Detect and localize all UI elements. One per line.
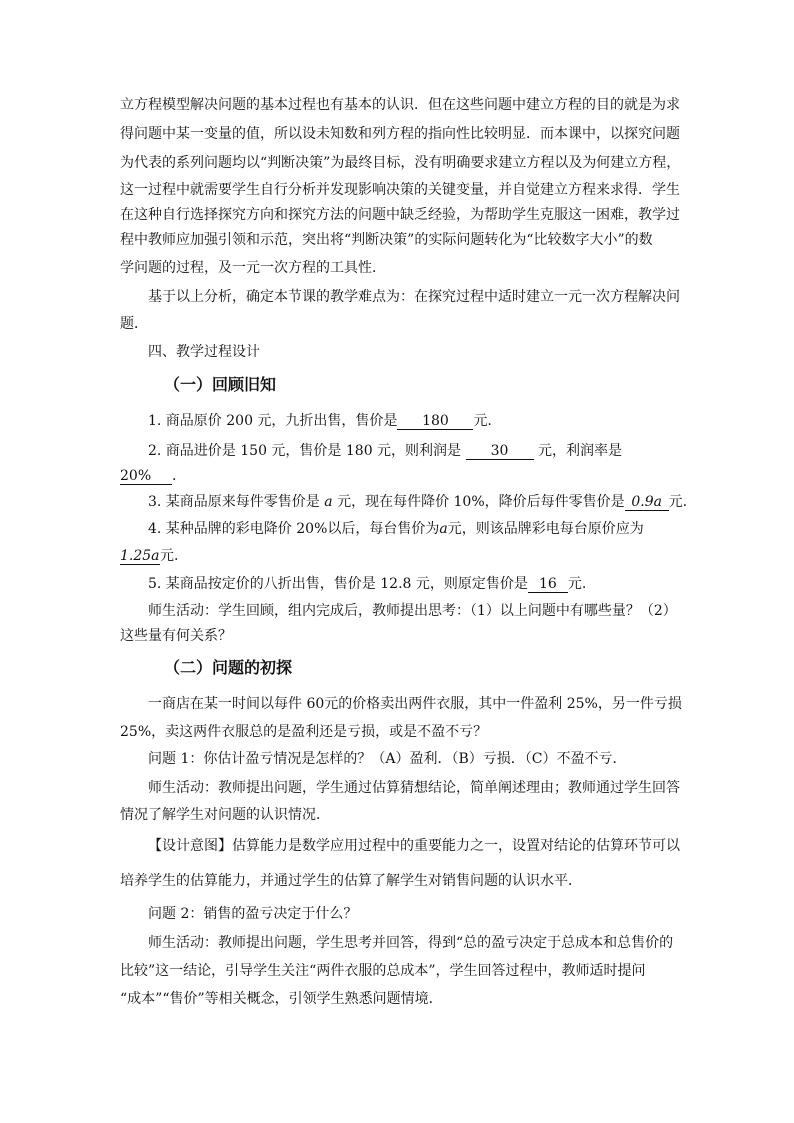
activity-text: 师生活动：教师提出问题，学生通过估算猜想结论，简单阐述理由；教师通过学生回答	[148, 780, 680, 796]
question-text: 4. 某种品牌的彩电降价 20%以后，每台售价为	[148, 521, 440, 537]
question-text: 2. 商品进价是 150 元，售价是 180 元，则利润是	[148, 443, 462, 459]
intro-line: 这一过程中就需要学生自行分析并发现影响决策的关键变量，并自觉建立方程来求得．学生	[120, 182, 680, 198]
activity-text: 比较”这一结论，引导学生关注“两件衣服的总成本”，学生回答过程中，教师适时提问	[120, 963, 646, 979]
intro-line: 程中教师应加强引领和示范，突出将“判断决策”的实际问题转化为“比较数字大小”的数	[120, 232, 653, 248]
variable: a	[439, 521, 448, 537]
design-intent: 培养学生的估算能力，并通过学生的估算了解学生对销售问题的认识水平．	[120, 873, 582, 889]
part-heading: （二）问题的初探	[164, 658, 293, 677]
answer-blank: 0.9a	[625, 494, 669, 511]
review-question-2	[148, 441, 676, 461]
intro-line: 学问题的过程，及一元一次方程的工具性．	[120, 260, 386, 276]
review-question-1	[148, 411, 676, 431]
question-text: 元.	[160, 548, 179, 564]
question-text: 元，现在每件降价 10%，降价后每件零售价是	[337, 494, 625, 510]
intro-line: 为代表的系列问题均以“判断决策”为最终目标，没有明确要求建立方程以及为何建立方程，	[120, 155, 681, 171]
activity-text: 这些量有何关系？	[120, 628, 232, 644]
difficulty-text: 题．	[120, 316, 148, 332]
difficulty-text: 基于以上分析，确定本节课的教学难点为：在探究过程中适时建立一元一次方程解决问	[148, 289, 680, 305]
problem-text: 25%，卖这两件衣服总的是盈利还是亏损，或是不盈不亏？	[120, 724, 488, 740]
question-text: 元，则该品牌彩电每台原价应为	[447, 521, 644, 537]
answer-blank: 20%	[120, 468, 172, 485]
intro-line: 在这种自行选择探究方向和探究方法的问题中缺乏经验，为帮助学生克服这一困难，教学过	[120, 207, 680, 223]
question-text: 元.	[567, 576, 587, 592]
section-heading: 四、教学过程设计	[148, 344, 260, 360]
problem-text: 一商店在某一时间以每件 60元的价格卖出两件衣服，其中一件盈利 25%，另一件亏损	[148, 696, 682, 712]
review-question-2-cont	[120, 466, 676, 486]
question-text: 5. 某商品按定价的八折出售，售价是 12.8 元，则原定售价是	[148, 576, 528, 592]
question-text: 元，利润率是	[537, 443, 622, 459]
answer-blank: 16	[528, 576, 568, 593]
question-text: 3. 某商品原来每件零售价是	[148, 494, 320, 510]
activity-text: 师生活动：学生回顾，组内完成后，教师提出思考：（1）以上问题中有哪些量？（2）	[148, 603, 677, 619]
answer-blank: 30	[466, 443, 534, 460]
answer-blank: 180	[397, 413, 473, 430]
question-text: 1. 商品原价 200 元，九折出售，售价是	[148, 413, 398, 429]
question-text: 元.	[668, 494, 688, 510]
review-question-4-cont	[120, 546, 676, 566]
review-question-3	[148, 492, 688, 512]
review-question-5	[148, 574, 676, 594]
design-intent: 【设计意图】估算能力是数学应用过程中的重要能力之一，设置对结论的估算环节可以	[148, 838, 680, 854]
question-1: 问题 1：你估计盈亏情况是怎样的？（A）盈利．（B）亏损．（C）不盈不亏．	[148, 751, 627, 767]
review-question-4	[148, 519, 676, 539]
variable: a	[324, 494, 333, 510]
activity-text: 师生活动：教师提出问题，学生思考并回答，得到“总的盈亏决定于总成本和总售价的	[148, 935, 674, 951]
answer-blank: 1.25a	[120, 548, 160, 564]
activity-text: 情况了解学生对问题的认识情况．	[120, 807, 330, 823]
intro-line: 得问题中某一变量的值，所以设未知数和列方程的指向性比较明显．而本课中，以探究问题	[120, 126, 680, 142]
question-text: 元.	[473, 413, 492, 429]
activity-text: “成本”“售价”等相关概念，引领学生熟悉问题情境．	[120, 991, 443, 1007]
question-2: 问题 2：销售的盈亏决定于什么？	[148, 906, 358, 922]
question-text: .	[172, 468, 177, 484]
intro-line: 立方程模型解决问题的基本过程也有基本的认识．但在这些问题中建立方程的目的就是为求	[120, 97, 680, 113]
part-heading: （一）回顾旧知	[164, 375, 277, 394]
